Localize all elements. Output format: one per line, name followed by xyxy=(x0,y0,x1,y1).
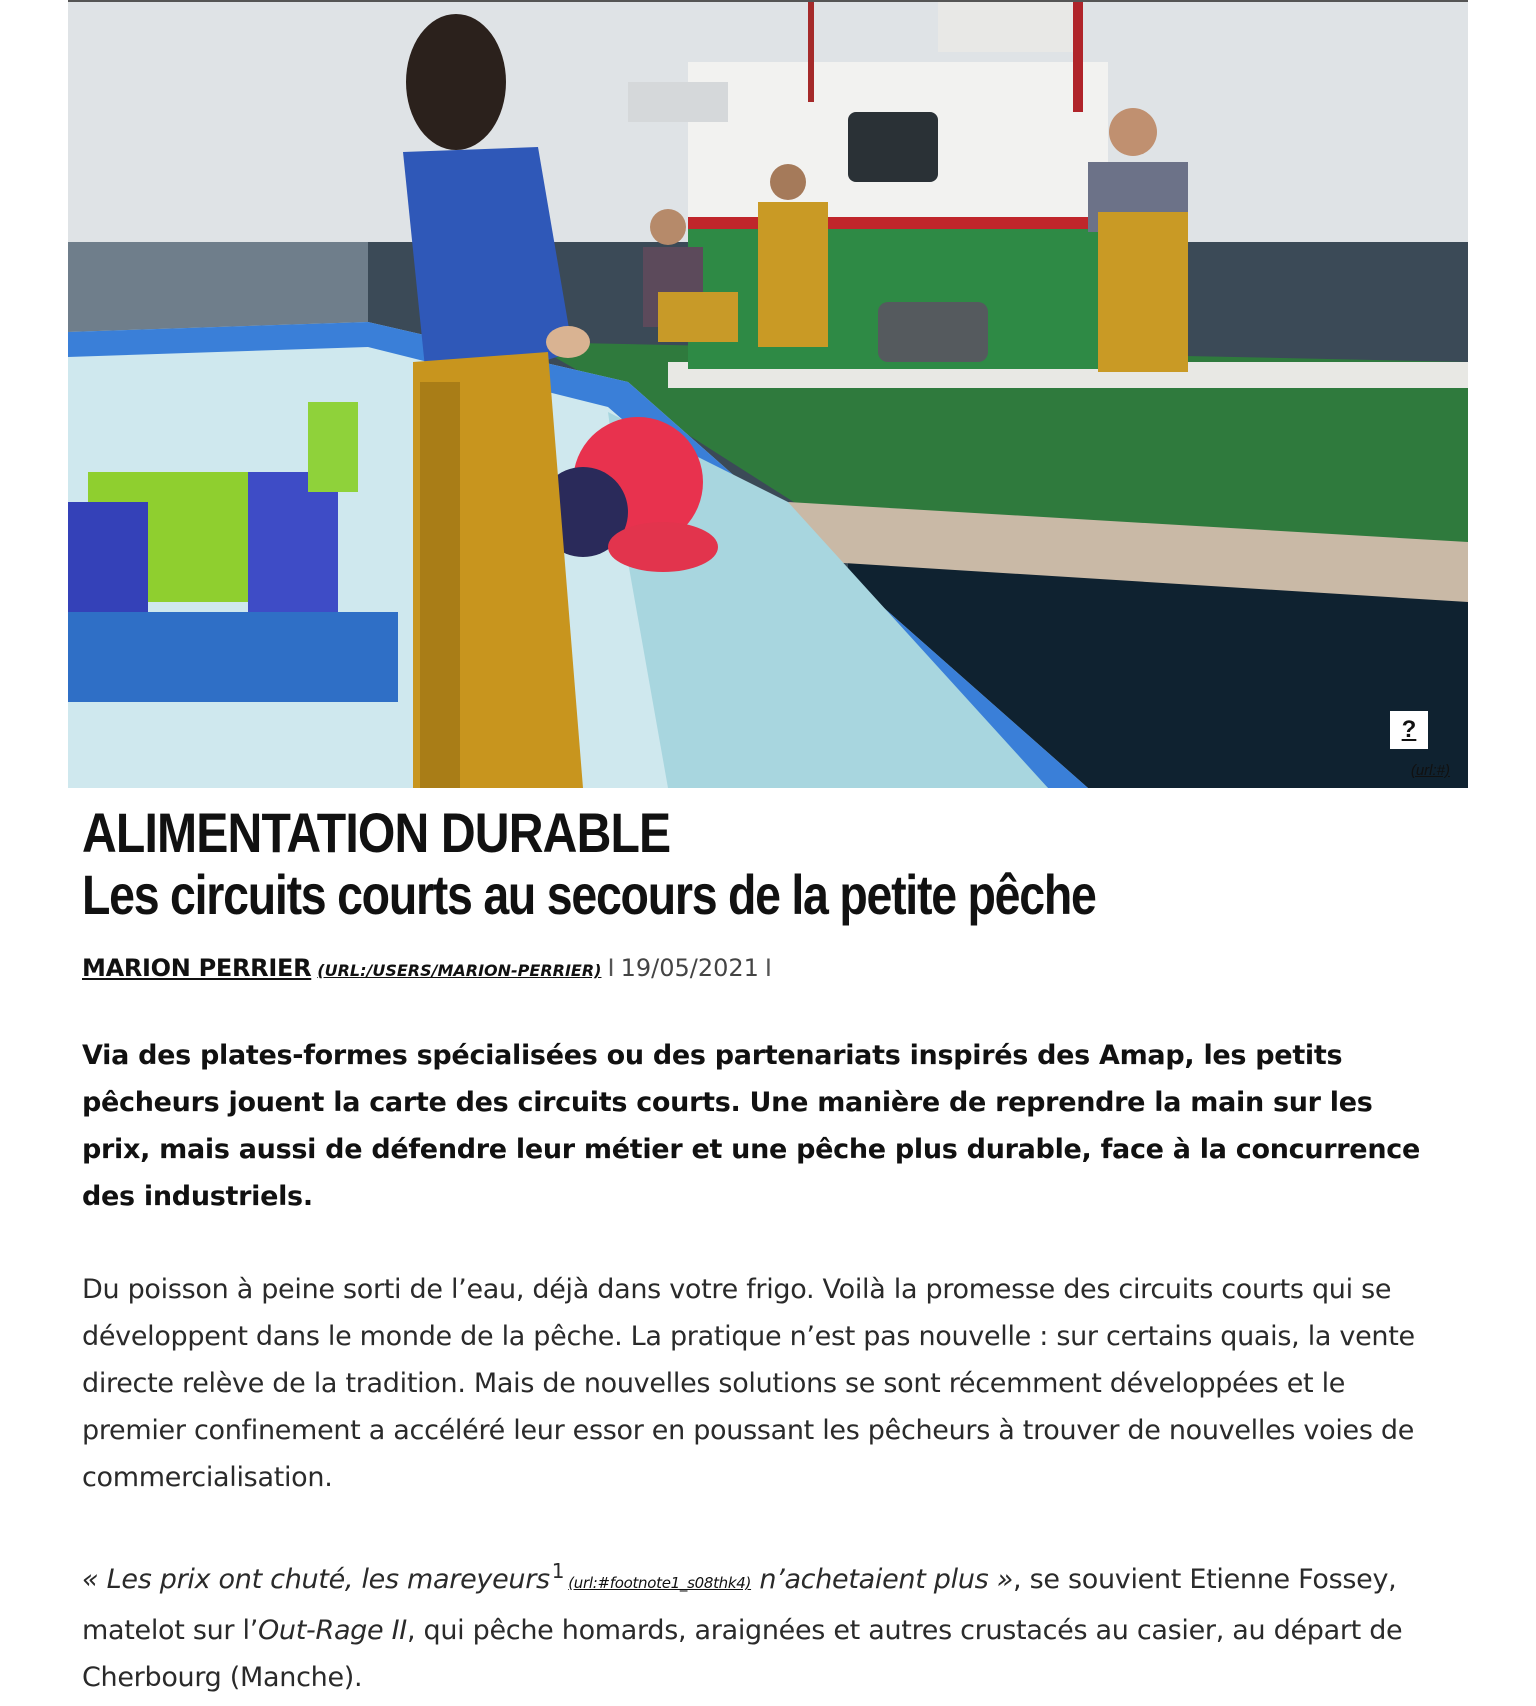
author-link[interactable]: MARION PERRIER xyxy=(82,954,312,982)
byline xyxy=(82,954,778,982)
article-kicker: ALIMENTATION DURABLE xyxy=(82,801,671,864)
hero-photo xyxy=(68,2,1468,788)
hero-photo-illustration xyxy=(68,2,1468,788)
byline-separator-end: I xyxy=(764,954,772,982)
author-url-link[interactable]: (URL:/USERS/MARION-PERRIER) xyxy=(317,961,602,980)
photo-help-button[interactable]: ? xyxy=(1390,711,1428,749)
footnote-number: 1 xyxy=(551,1559,565,1583)
paragraph-text: , se souvient Etienne Fossey, matelot sur l’ xyxy=(82,1564,1397,1646)
quote-start: « Les prix ont chuté, les mareyeurs xyxy=(82,1564,550,1595)
photo-credit-link[interactable]: (url:#) xyxy=(1410,762,1450,779)
quote-end: n’achetaient plus » xyxy=(751,1564,1014,1595)
article-lead: Via des plates-formes spécialisées ou des partenariats inspirés des Amap, les petits pêcheurs jouent la carte des circuits courts. Une manière de reprendre la main sur les prix, mais aussi de défendre leur métier et une pêche plus durable, face à la concurrence des industriels. xyxy=(82,1040,1420,1212)
byline-separator: I xyxy=(607,954,615,982)
article-paragraph-quote xyxy=(82,1548,1442,1701)
article-date: 19/05/2021 xyxy=(620,954,759,982)
footnote-link[interactable]: (url:#footnote1_s08thk4) xyxy=(568,1574,752,1592)
article-title: Les circuits courts au secours de la petite pêche xyxy=(82,863,1096,926)
article-paragraph: Du poisson à peine sorti de l’eau, déjà dans votre frigo. Voilà la promesse des circuits courts qui se développent dans le monde de la pêche. La pratique n’est pas nouvelle : sur certains quais, la vente directe relève de la tradition. Mais de nouvelles solutions se sont récemment développées et le premier confinement a accéléré leur essor en poussant les pêcheurs à trouver de nouvelles voies de commercialisation. xyxy=(82,1274,1415,1493)
paragraph-text-end: , qui pêche homards, araignées et autres crustacés au casier, au départ de Cherbourg (Manche). xyxy=(82,1615,1403,1693)
boat-name: Out-Rage II xyxy=(257,1615,407,1646)
